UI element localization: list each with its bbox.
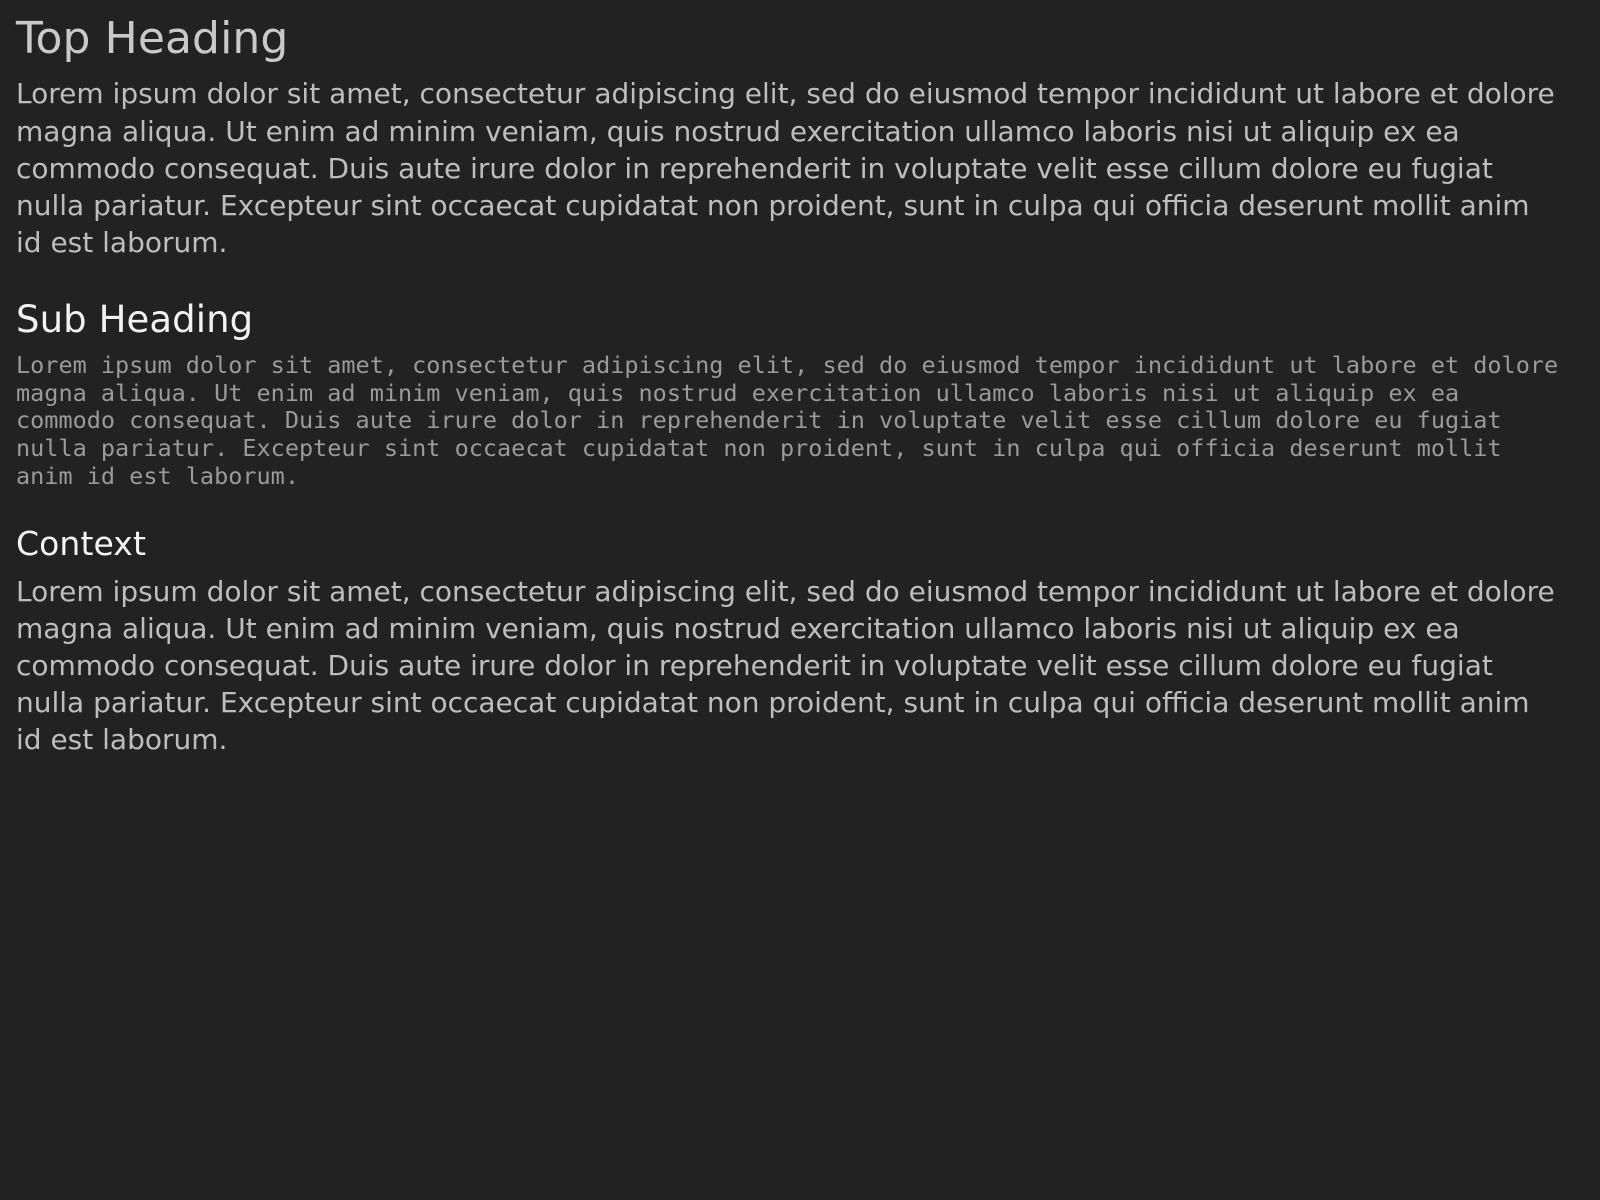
context-heading: Context [16, 523, 146, 563]
sub-heading: Sub Heading [16, 298, 254, 342]
sub-section-paragraph: Lorem ipsum dolor sit amet, consectetur adipiscing elit, sed do eiusmod tempor incididunt ut labore et dolore magna aliqua. Ut enim ad minim veniam, quis nostrud exercitation ullamco laboris nisi ut aliquip ex ea commodo consequat. Duis aute irure dolor in reprehenderit in voluptate velit esse cillum dolore eu fugiat nulla pariatur. Excepteur sint occaecat cupidatat non proident, sunt in culpa qui officia deserunt mollit anim id est laborum. [16, 350, 1559, 490]
context-section-paragraph: Lorem ipsum dolor sit amet, consectetur adipiscing elit, sed do eiusmod tempor incididunt ut labore et dolore magna aliqua. Ut enim ad minim veniam, quis nostrud exercitation ullamco laboris nisi ut aliquip ex ea commodo consequat. Duis aute irure dolor in reprehenderit in voluptate velit esse cillum dolore eu fugiat nulla pariatur. Excepteur sint occaecat cupidatat non proident, sunt in culpa qui officia deserunt mollit anim id est laborum. [16, 574, 1555, 757]
top-section-paragraph: Lorem ipsum dolor sit amet, consectetur adipiscing elit, sed do eiusmod tempor incididunt ut labore et dolore magna aliqua. Ut enim ad minim veniam, quis nostrud exercitation ullamco laboris nisi ut aliquip ex ea commodo consequat. Duis aute irure dolor in reprehenderit in voluptate velit esse cillum dolore eu fugiat nulla pariatur. Excepteur sint occaecat cupidatat non proident, sunt in culpa qui officia deserunt mollit anim id est laborum. [16, 77, 1555, 260]
page-title: Top Heading [16, 13, 289, 64]
